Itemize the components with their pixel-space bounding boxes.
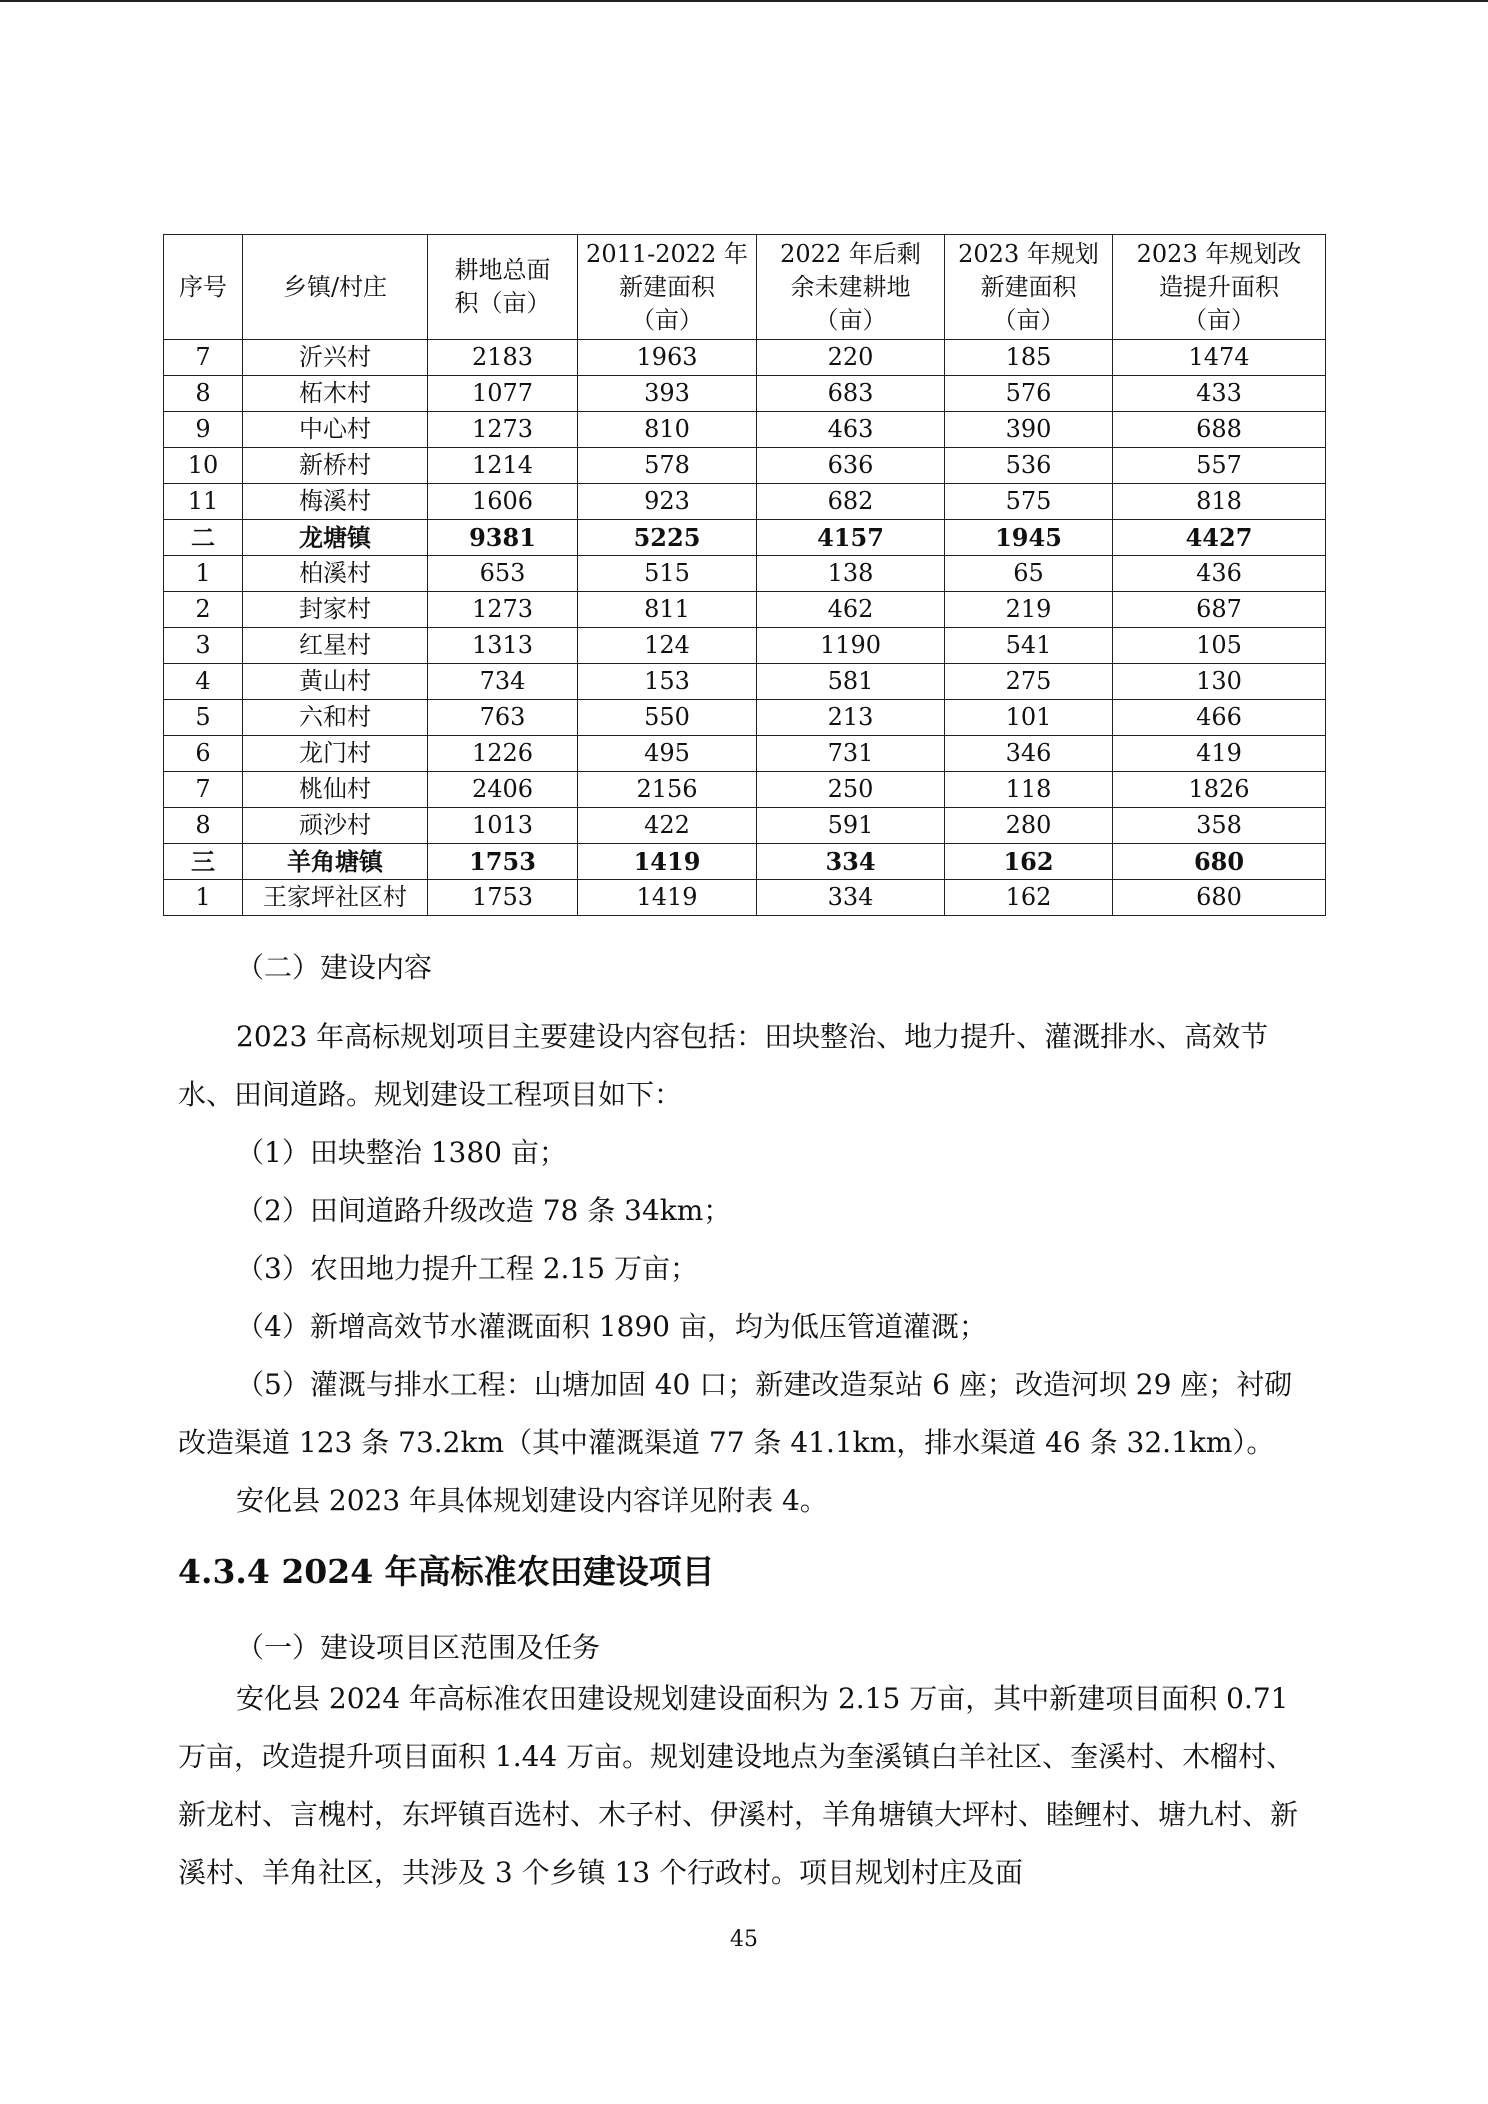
table-cell: 653 — [428, 556, 578, 592]
table-cell: 811 — [578, 592, 757, 628]
table-cell: 541 — [945, 628, 1113, 664]
table-cell: 462 — [757, 592, 945, 628]
table-cell: 柏溪村 — [243, 556, 428, 592]
list-item: （2）田间道路升级改造 78 条 34km； — [236, 1194, 732, 1227]
table-row-subtotal — [164, 520, 1326, 556]
table-cell: 桃仙村 — [243, 772, 428, 808]
table-row — [164, 340, 1326, 376]
table-cell: 梅溪村 — [243, 484, 428, 520]
table-cell: 466 — [1113, 700, 1326, 736]
table-cell: 4157 — [757, 520, 945, 556]
table-cell: 515 — [578, 556, 757, 592]
table-cell: 220 — [757, 340, 945, 376]
table-header-row — [164, 235, 1326, 340]
table-cell: 11 — [164, 484, 243, 520]
table-cell: 1753 — [428, 880, 578, 916]
table-cell: 1214 — [428, 448, 578, 484]
table-cell: 1826 — [1113, 772, 1326, 808]
table-cell: 1474 — [1113, 340, 1326, 376]
table-cell: 5 — [164, 700, 243, 736]
table-cell: 334 — [757, 844, 945, 880]
table-cell: 419 — [1113, 736, 1326, 772]
table-cell: 黄山村 — [243, 664, 428, 700]
table-cell: 2156 — [578, 772, 757, 808]
table-cell: 1313 — [428, 628, 578, 664]
table-cell: 687 — [1113, 592, 1326, 628]
table-cell: 463 — [757, 412, 945, 448]
table-cell: 581 — [757, 664, 945, 700]
table-cell: 9381 — [428, 520, 578, 556]
table-cell: 153 — [578, 664, 757, 700]
table-cell: 688 — [1113, 412, 1326, 448]
table-row — [164, 664, 1326, 700]
table-cell: 433 — [1113, 376, 1326, 412]
table-cell: 3 — [164, 628, 243, 664]
table-cell: 新桥村 — [243, 448, 428, 484]
table-cell: 1963 — [578, 340, 757, 376]
table-cell: 龙门村 — [243, 736, 428, 772]
header-planned-upgrade-2023: 2023 年规划改 造提升面积 （亩） — [1113, 235, 1326, 340]
table-cell: 734 — [428, 664, 578, 700]
table-cell: 二 — [164, 520, 243, 556]
table-cell: 红星村 — [243, 628, 428, 664]
header-built-2011-2022: 2011-2022 年 新建面积 （亩） — [578, 235, 757, 340]
table-row — [164, 808, 1326, 844]
table-cell: 龙塘镇 — [243, 520, 428, 556]
table-cell: 1606 — [428, 484, 578, 520]
table-cell: 130 — [1113, 664, 1326, 700]
table-cell: 1077 — [428, 376, 578, 412]
table-cell: 275 — [945, 664, 1113, 700]
table-cell: 65 — [945, 556, 1113, 592]
table-cell: 923 — [578, 484, 757, 520]
detail-note: 安化县 2023 年具体规划建设内容详见附表 4。 — [236, 1484, 828, 1517]
table-cell: 5225 — [578, 520, 757, 556]
table-row — [164, 412, 1326, 448]
table-cell: 沂兴村 — [243, 340, 428, 376]
table-cell: 185 — [945, 340, 1113, 376]
section-2-title: （二）建设内容 — [236, 951, 433, 984]
table-row — [164, 736, 1326, 772]
table-cell: 213 — [757, 700, 945, 736]
table-cell: 7 — [164, 340, 243, 376]
table-row — [164, 484, 1326, 520]
list-item: （4）新增高效节水灌溉面积 1890 亩，均为低压管道灌溉； — [236, 1310, 987, 1343]
table-row — [164, 628, 1326, 664]
table-cell: 顽沙村 — [243, 808, 428, 844]
table-row — [164, 556, 1326, 592]
table-cell: 346 — [945, 736, 1113, 772]
table-body — [164, 340, 1326, 916]
item-list — [178, 1124, 1298, 1530]
table-cell: 280 — [945, 808, 1113, 844]
table-cell: 8 — [164, 376, 243, 412]
table-cell: 封家村 — [243, 592, 428, 628]
table-row — [164, 592, 1326, 628]
table-cell: 334 — [757, 880, 945, 916]
table-cell: 591 — [757, 808, 945, 844]
table-cell: 中心村 — [243, 412, 428, 448]
table-cell: 10 — [164, 448, 243, 484]
list-item: （3）农田地力提升工程 2.15 万亩； — [236, 1252, 698, 1285]
area-table — [163, 234, 1326, 916]
table-cell: 578 — [578, 448, 757, 484]
table-row — [164, 700, 1326, 736]
table-row — [164, 772, 1326, 808]
table-cell: 682 — [757, 484, 945, 520]
table-cell: 358 — [1113, 808, 1326, 844]
table-cell: 8 — [164, 808, 243, 844]
table-cell: 575 — [945, 484, 1113, 520]
table-cell: 6 — [164, 736, 243, 772]
table-cell: 三 — [164, 844, 243, 880]
table-cell: 436 — [1113, 556, 1326, 592]
table-cell: 105 — [1113, 628, 1326, 664]
table-cell: 2183 — [428, 340, 578, 376]
table-cell: 1 — [164, 556, 243, 592]
intro-paragraph: 2023 年高标规划项目主要建设内容包括：田块整治、地力提升、灌溉排水、高效节水、田间道路。规划建设工程项目如下： — [178, 1020, 1269, 1111]
table-cell: 118 — [945, 772, 1113, 808]
table-cell: 636 — [757, 448, 945, 484]
table-cell: 219 — [945, 592, 1113, 628]
header-remaining-after-2022: 2022 年后剩 余未建耕地 （亩） — [757, 235, 945, 340]
table-cell: 763 — [428, 700, 578, 736]
table-cell: 柘木村 — [243, 376, 428, 412]
table-cell: 1273 — [428, 412, 578, 448]
table-cell: 101 — [945, 700, 1113, 736]
table-cell: 7 — [164, 772, 243, 808]
table-cell: 2406 — [428, 772, 578, 808]
table-cell: 550 — [578, 700, 757, 736]
table-cell: 4427 — [1113, 520, 1326, 556]
heading-4-3-4: 4.3.4 2024 年高标准农田建设项目 — [178, 1552, 715, 1591]
table-cell: 羊角塘镇 — [243, 844, 428, 880]
table-row-subtotal — [164, 844, 1326, 880]
table-cell: 731 — [757, 736, 945, 772]
table-row — [164, 376, 1326, 412]
table-cell: 138 — [757, 556, 945, 592]
table-row — [164, 448, 1326, 484]
table-cell: 576 — [945, 376, 1113, 412]
table-cell: 124 — [578, 628, 757, 664]
table-cell: 162 — [945, 844, 1113, 880]
table-cell: 2 — [164, 592, 243, 628]
table-cell: 495 — [578, 736, 757, 772]
header-township: 乡镇/村庄 — [243, 235, 428, 340]
table-cell: 818 — [1113, 484, 1326, 520]
table-row — [164, 880, 1326, 916]
page-number: 45 — [730, 1927, 758, 1952]
table-cell: 810 — [578, 412, 757, 448]
table-cell: 1419 — [578, 844, 757, 880]
table-cell: 683 — [757, 376, 945, 412]
table-cell: 1273 — [428, 592, 578, 628]
table-cell: 4 — [164, 664, 243, 700]
table-cell: 1190 — [757, 628, 945, 664]
table-cell: 1419 — [578, 880, 757, 916]
table-cell: 250 — [757, 772, 945, 808]
table-cell: 六和村 — [243, 700, 428, 736]
table-cell: 390 — [945, 412, 1113, 448]
table-cell: 1 — [164, 880, 243, 916]
table-cell: 1753 — [428, 844, 578, 880]
page-top-rule — [0, 0, 1488, 2]
table-cell: 422 — [578, 808, 757, 844]
section-1-title: （一）建设项目区范围及任务 — [236, 1631, 601, 1664]
header-total-area: 耕地总面 积（亩） — [428, 235, 578, 340]
table-cell: 1226 — [428, 736, 578, 772]
list-item: （1）田块整治 1380 亩； — [236, 1136, 567, 1169]
table-cell: 393 — [578, 376, 757, 412]
table-cell: 王家坪社区村 — [243, 880, 428, 916]
table-cell: 680 — [1113, 844, 1326, 880]
table-cell: 9 — [164, 412, 243, 448]
table-cell: 536 — [945, 448, 1113, 484]
list-item: （5）灌溉与排水工程：山塘加固 40 口；新建改造泵站 6 座；改造河坝 29 座；衬砌改造渠道 123 条 73.2km（其中灌溉渠道 77 条 41.1km，排水渠道 46 条 32.1km）。 — [178, 1368, 1293, 1459]
header-seq: 序号 — [164, 235, 243, 340]
table-cell: 1013 — [428, 808, 578, 844]
header-planned-new-2023: 2023 年规划 新建面积 （亩） — [945, 235, 1113, 340]
table-cell: 680 — [1113, 880, 1326, 916]
final-paragraph: 安化县 2024 年高标准农田建设规划建设面积为 2.15 万亩，其中新建项目面积 0.71 万亩，改造提升项目面积 1.44 万亩。规划建设地点为奎溪镇白羊社区、奎溪村、木榴村、新龙村、言槐村，东坪镇百选村、木子村、伊溪村，羊角塘镇大坪村、睦鲤村、塘九村、新溪村、羊角社区，共涉及 3 个乡镇 13 个行政村。项目规划村庄及面 — [178, 1682, 1299, 1889]
table-cell: 1945 — [945, 520, 1113, 556]
table-cell: 162 — [945, 880, 1113, 916]
table-cell: 557 — [1113, 448, 1326, 484]
